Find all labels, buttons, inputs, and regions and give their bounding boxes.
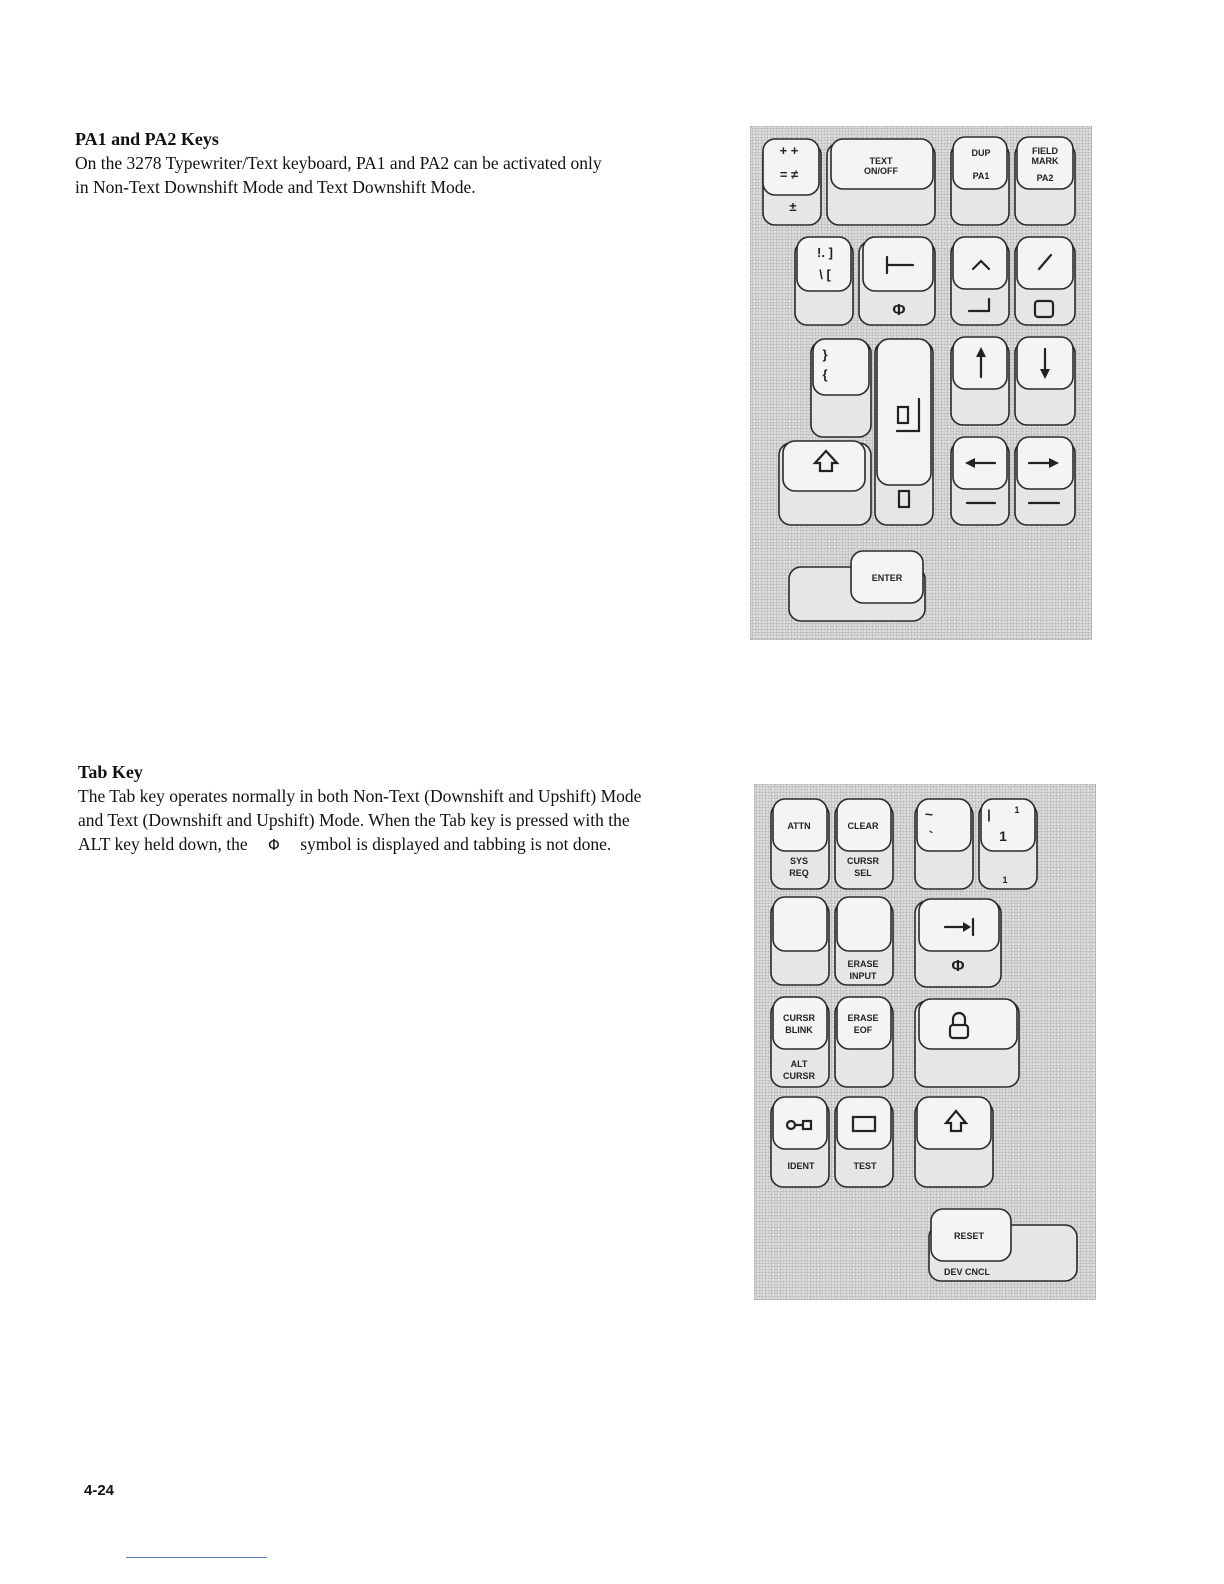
key-attn-sysreq xyxy=(771,799,829,889)
key-tab xyxy=(915,899,1001,987)
key-tall-newline xyxy=(875,339,933,525)
key-one-label: 1 xyxy=(999,828,1007,844)
key-backtab xyxy=(859,237,935,325)
key-tilde xyxy=(915,799,973,889)
key-phi-label: Φ xyxy=(892,302,906,319)
key-cursr-blink-line1-label: CURSR xyxy=(782,1013,816,1023)
key-test-label: TEST xyxy=(853,1161,877,1171)
key-lock xyxy=(915,999,1019,1087)
keyboard-figure-pa-keys-svg xyxy=(751,127,1091,639)
key-dup-label: DUP xyxy=(971,148,991,158)
pa-keys-line-2: in Non-Text Downshift Mode and Text Downshift Mode. xyxy=(75,177,476,197)
key-cursr-blink-line2-label: BLINK xyxy=(785,1025,813,1035)
keyboard-figure-pa-keys xyxy=(750,126,1092,640)
key-text-onoff xyxy=(827,139,935,225)
key-pipe-label: | xyxy=(987,807,991,822)
key-eq-neq-label: = ≠ xyxy=(779,167,799,182)
keyboard-figure-tab-key xyxy=(754,784,1096,1300)
key-pa1-label: PA1 xyxy=(972,171,990,181)
tab-key-paragraph xyxy=(78,784,641,857)
key-attn-label: ATTN xyxy=(787,821,811,831)
key-erase-input-line1-label: ERASE xyxy=(847,959,879,969)
key-alt-cursr-line2-label: CURSR xyxy=(782,1071,816,1081)
key-field-label: FIELD xyxy=(1032,146,1058,156)
key-clear-cursrsel xyxy=(835,799,893,889)
key-erase-input xyxy=(835,897,893,985)
key-brace-top-label: } xyxy=(822,347,828,362)
key-cursr-sel-line1-label: CURSR xyxy=(846,856,880,866)
key-fieldmark-pa2 xyxy=(1015,137,1075,225)
tab-key-line-3-after: symbol is displayed and tabbing is not done. xyxy=(300,834,612,854)
tab-key-line-3 xyxy=(78,832,641,857)
tab-key-line-1: The Tab key operates normally in both Non-Text (Downshift and Upshift) Mode xyxy=(78,786,642,806)
key-erase-eof xyxy=(835,997,893,1087)
key-pipe-one xyxy=(979,799,1037,889)
key-ident xyxy=(771,1097,829,1187)
key-one-lower-label: 1 xyxy=(1002,875,1008,885)
key-cursr-sel-line2-label: SEL xyxy=(854,868,872,878)
key-bracket xyxy=(795,237,853,325)
key-brace-bottom-label: { xyxy=(822,367,828,382)
key-test xyxy=(835,1097,893,1187)
key-req-label: REQ xyxy=(789,868,809,878)
key-text-label: TEXT xyxy=(869,156,893,166)
key-ident-label: IDENT xyxy=(787,1161,815,1171)
key-onoff-label: ON/OFF xyxy=(864,166,898,176)
key-tab-phi-label: Φ xyxy=(951,958,965,975)
key-alt-cursr-line1-label: ALT xyxy=(790,1059,808,1069)
key-mark-label: MARK xyxy=(1031,156,1059,166)
footer-rule xyxy=(126,1557,267,1558)
heading-pa-keys: PA1 and PA2 Keys xyxy=(75,129,219,149)
key-one-small-label: 1 xyxy=(1014,805,1020,815)
key-dup-pa1 xyxy=(951,137,1009,225)
tab-key-line-2: and Text (Downshift and Upshift) Mode. When the Tab key is pressed with the xyxy=(78,810,630,830)
key-reset-label: RESET xyxy=(953,1231,985,1241)
key-edit xyxy=(1015,237,1075,325)
key-brace xyxy=(811,339,871,437)
heading-tab-key: Tab Key xyxy=(78,762,143,782)
key-cursor-down xyxy=(1015,337,1075,425)
key-shift-right xyxy=(915,1097,993,1187)
keyboard-figure-tab-key-svg xyxy=(755,785,1095,1299)
key-erase-input-line2-label: INPUT xyxy=(849,971,877,981)
page-number: 4-24 xyxy=(84,1482,115,1499)
key-blank xyxy=(771,897,829,985)
key-plus-equals xyxy=(763,139,821,225)
key-plusminus-label: ± xyxy=(789,199,797,214)
key-clear-label: CLEAR xyxy=(847,821,879,831)
key-tilde-label: ~ xyxy=(924,806,934,822)
key-pa2-label: PA2 xyxy=(1036,173,1054,183)
key-erase-eof-line2-label: EOF xyxy=(853,1025,873,1035)
key-sys-label: SYS xyxy=(789,856,809,866)
key-backtick-label: ` xyxy=(928,828,934,844)
key-bracket-top-label: !. ] xyxy=(817,245,833,260)
key-plus-plus-label: + + xyxy=(779,143,799,158)
key-dev-cncl-label: DEV CNCL xyxy=(943,1267,991,1277)
key-enter-label: ENTER xyxy=(871,573,903,583)
key-erase-eof-line1-label: ERASE xyxy=(847,1013,879,1023)
tab-phi-symbol: Φ xyxy=(268,836,280,854)
key-cursrblink-altcursr xyxy=(771,997,829,1087)
pa-keys-line-1: On the 3278 Typewriter/Text keyboard, PA1 and PA2 can be activated only xyxy=(75,153,602,173)
key-reset-devcncl xyxy=(929,1209,1077,1281)
tab-key-line-3-before: ALT key held down, the xyxy=(78,834,248,854)
pa-keys-paragraph xyxy=(75,151,602,199)
key-enter xyxy=(789,551,925,621)
key-home-newline xyxy=(951,237,1009,325)
key-cursor-left xyxy=(951,437,1009,525)
key-cursor-right xyxy=(1015,437,1075,525)
key-cursor-up xyxy=(951,337,1009,425)
key-shift xyxy=(779,441,871,525)
key-bracket-bottom-label: \ [ xyxy=(819,267,831,282)
